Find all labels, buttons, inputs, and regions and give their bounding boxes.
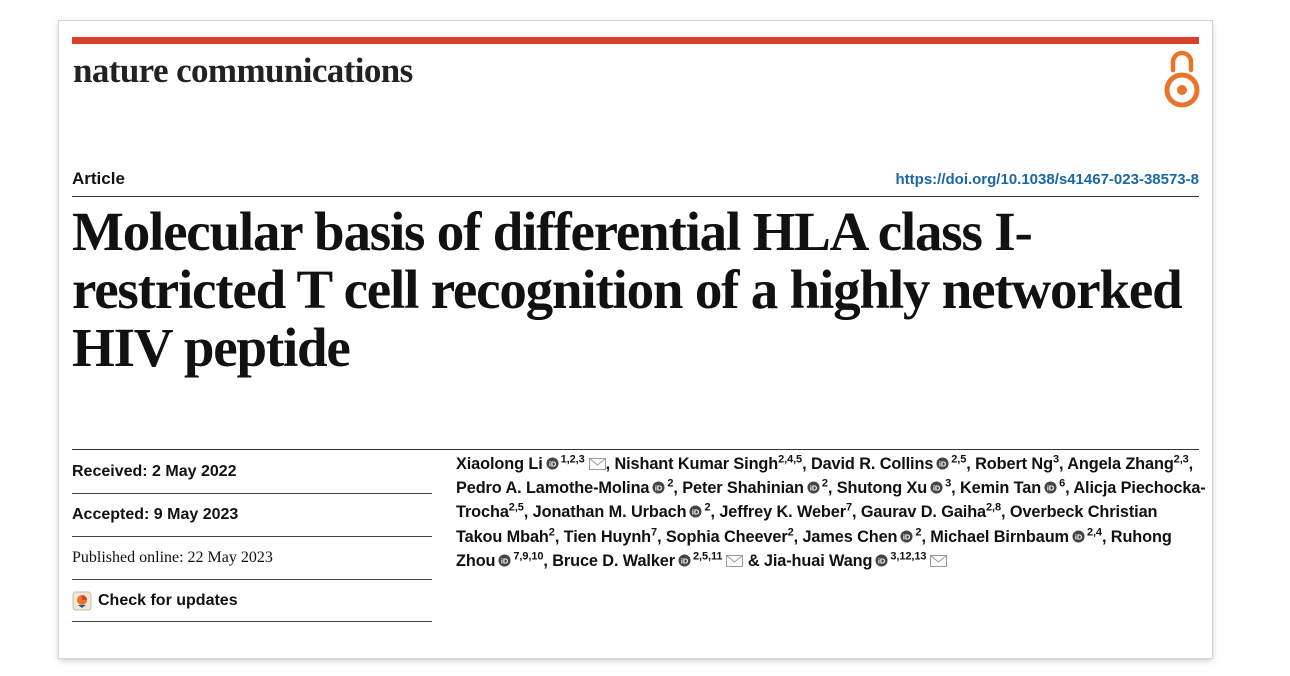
author-name[interactable]: Tien Huynh	[563, 527, 652, 546]
orcid-icon[interactable]	[807, 481, 820, 494]
article-title: Molecular basis of differential HLA class I-restricted T cell recognition of a highly networked HIV peptide	[72, 201, 1182, 378]
author-affiliation: 2,5,11	[693, 550, 723, 563]
orcid-icon[interactable]	[652, 481, 665, 494]
author-affiliation: 2	[787, 526, 794, 539]
author-entry	[682, 479, 828, 497]
article-dates	[72, 451, 432, 622]
author-entry	[861, 503, 1001, 521]
journal-name: nature communications	[73, 51, 413, 90]
mail-icon[interactable]	[589, 458, 606, 470]
author-affiliation: 6	[1059, 477, 1066, 490]
author-name[interactable]: Kemin Tan	[959, 479, 1042, 498]
article-page	[59, 21, 1212, 658]
author-entry	[930, 528, 1102, 546]
author-entry	[975, 455, 1059, 473]
author-entry	[802, 528, 921, 546]
author-affiliation: 2,4,5	[778, 453, 803, 466]
journal-accent-bar	[72, 37, 1199, 44]
svg-text:iD: iD	[548, 459, 556, 469]
author-name[interactable]: Gaurav D. Gaiha	[860, 503, 987, 522]
author-name[interactable]: Jeffrey K. Weber	[719, 503, 846, 522]
author-name[interactable]: Sophia Cheever	[665, 527, 788, 546]
author-affiliation: 7	[845, 501, 852, 514]
orcid-icon[interactable]	[678, 554, 691, 567]
svg-text:iD: iD	[903, 532, 911, 542]
author-affiliation: 3,12,13	[890, 550, 927, 563]
author-affiliation: 2	[704, 501, 711, 514]
svg-text:iD: iD	[939, 459, 947, 469]
author-entry	[564, 528, 657, 546]
author-name[interactable]: David R. Collins	[810, 455, 934, 473]
header-divider	[72, 196, 1199, 197]
author-name[interactable]: Michael Birnbaum	[930, 527, 1069, 546]
author-entry	[456, 455, 606, 473]
orcid-icon[interactable]	[546, 457, 559, 470]
author-affiliation: 2,5	[508, 501, 524, 514]
check-for-updates-button[interactable]	[72, 580, 432, 622]
author-name[interactable]: Jia-huai Wang	[763, 551, 873, 570]
author-name[interactable]: Bruce D. Walker	[552, 551, 675, 570]
author-name[interactable]: Overbeck Christian Takou Mbah	[456, 503, 1158, 546]
svg-text:iD: iD	[809, 483, 817, 493]
mail-icon[interactable]	[930, 555, 947, 567]
orcid-icon[interactable]	[689, 505, 702, 518]
orcid-icon[interactable]	[900, 530, 913, 543]
author-name[interactable]: Jonathan M. Urbach	[532, 503, 687, 522]
check-updates-icon	[72, 591, 92, 611]
orcid-icon[interactable]	[875, 554, 888, 567]
author-entry	[811, 455, 966, 473]
author-entry	[1067, 455, 1188, 473]
title-divider	[72, 449, 1199, 450]
mail-icon[interactable]	[726, 555, 743, 567]
author-affiliation: 2	[548, 526, 555, 539]
author-entry	[837, 479, 951, 497]
author-entry	[960, 479, 1065, 497]
author-name[interactable]: Angela Zhang	[1067, 455, 1174, 473]
published-date: Published online: 22 May 2023	[72, 537, 432, 580]
author-entry	[456, 479, 673, 497]
author-name[interactable]: Robert Ng	[975, 455, 1053, 473]
author-name[interactable]: Xiaolong Li	[456, 455, 543, 473]
author-entry	[719, 503, 852, 521]
author-affiliation: 3	[945, 477, 952, 490]
svg-text:iD: iD	[1074, 532, 1083, 542]
svg-text:iD: iD	[680, 556, 689, 566]
received-date: Received: 2 May 2022	[72, 451, 432, 494]
author-name[interactable]: Shutong Xu	[836, 479, 928, 498]
author-affiliation: 2	[915, 526, 922, 539]
author-name[interactable]: Peter Shahinian	[682, 479, 804, 498]
author-list: Xiaolong Li iD $^{1,2,3}$ , Nishant Kumar Singh$^{2,4,5}$, David R. Collins iD $^{2,5}$, Robert Ng$^3$, Angela Zhang$^{2,3}$, Pedro A. Lamothe-Molina iD $^2$, Peter Shahinian iD $^2$, Shutong Xu iD $^3$, Kemin Tan iD $^6$, Alicja Piechocka-Trocha$^{2,5}$, Jonathan M. Urbach iD $^2$, Jeffrey K. Weber$^7$, Gaurav D. Gaiha$^{2,8}$, Overbeck Christian Takou Mbah$^2$, Tien Huynh$^7$, Sophia Cheever$^2$, James Chen iD $^2$, Michael Birnbaum iD $^{2,4}$, Ruhong Zhou iD $^{7,9,10}$, Bruce D. Walker iD $^{2,5,11}$ & Jia-huai Wang iD $^{3,12,13}$	[456, 453, 1206, 570]
author-affiliation: 2	[667, 477, 674, 490]
article-type-label: Article	[72, 169, 125, 188]
author-entry	[552, 552, 743, 570]
author-affiliation: 2	[821, 477, 828, 490]
author-name[interactable]: Pedro A. Lamothe-Molina	[456, 479, 650, 498]
author-affiliation: 7,9,10	[513, 550, 544, 563]
author-affiliation: 2,5	[951, 453, 967, 466]
author-affiliation: 3	[1052, 453, 1059, 466]
author-affiliation: 2,3	[1173, 453, 1189, 466]
orcid-icon[interactable]	[936, 457, 949, 470]
svg-text:iD: iD	[655, 483, 663, 493]
author-name[interactable]: Nishant Kumar Singh	[614, 455, 779, 473]
author-name[interactable]: Alicja Piechocka-Trocha	[456, 479, 1206, 522]
svg-text:iD: iD	[932, 483, 941, 493]
author-name[interactable]: Ruhong Zhou	[456, 527, 1172, 570]
author-affiliation: 2,8	[986, 501, 1002, 514]
author-entry	[614, 455, 802, 473]
svg-text:iD: iD	[501, 556, 509, 566]
author-affiliation: 2,4	[1086, 526, 1102, 539]
svg-text:iD: iD	[878, 556, 886, 566]
author-entry	[533, 503, 711, 521]
author-affiliation: 1,2,3	[560, 453, 585, 466]
author-affiliation: 7	[651, 526, 658, 539]
orcid-icon[interactable]	[498, 554, 511, 567]
orcid-icon[interactable]	[1044, 481, 1057, 494]
doi-link[interactable]: https://doi.org/10.1038/s41467-023-38573-8	[895, 171, 1199, 188]
svg-text:iD: iD	[692, 507, 700, 517]
svg-text:iD: iD	[1046, 483, 1055, 493]
open-access-icon	[1161, 48, 1203, 110]
check-for-updates-label: Check for updates	[98, 591, 238, 609]
author-name[interactable]: James Chen	[802, 527, 898, 546]
author-entry	[666, 528, 794, 546]
orcid-icon[interactable]	[1072, 530, 1085, 543]
author-entry	[764, 552, 947, 570]
accepted-date: Accepted: 9 May 2023	[72, 494, 432, 537]
orcid-icon[interactable]	[930, 481, 943, 494]
